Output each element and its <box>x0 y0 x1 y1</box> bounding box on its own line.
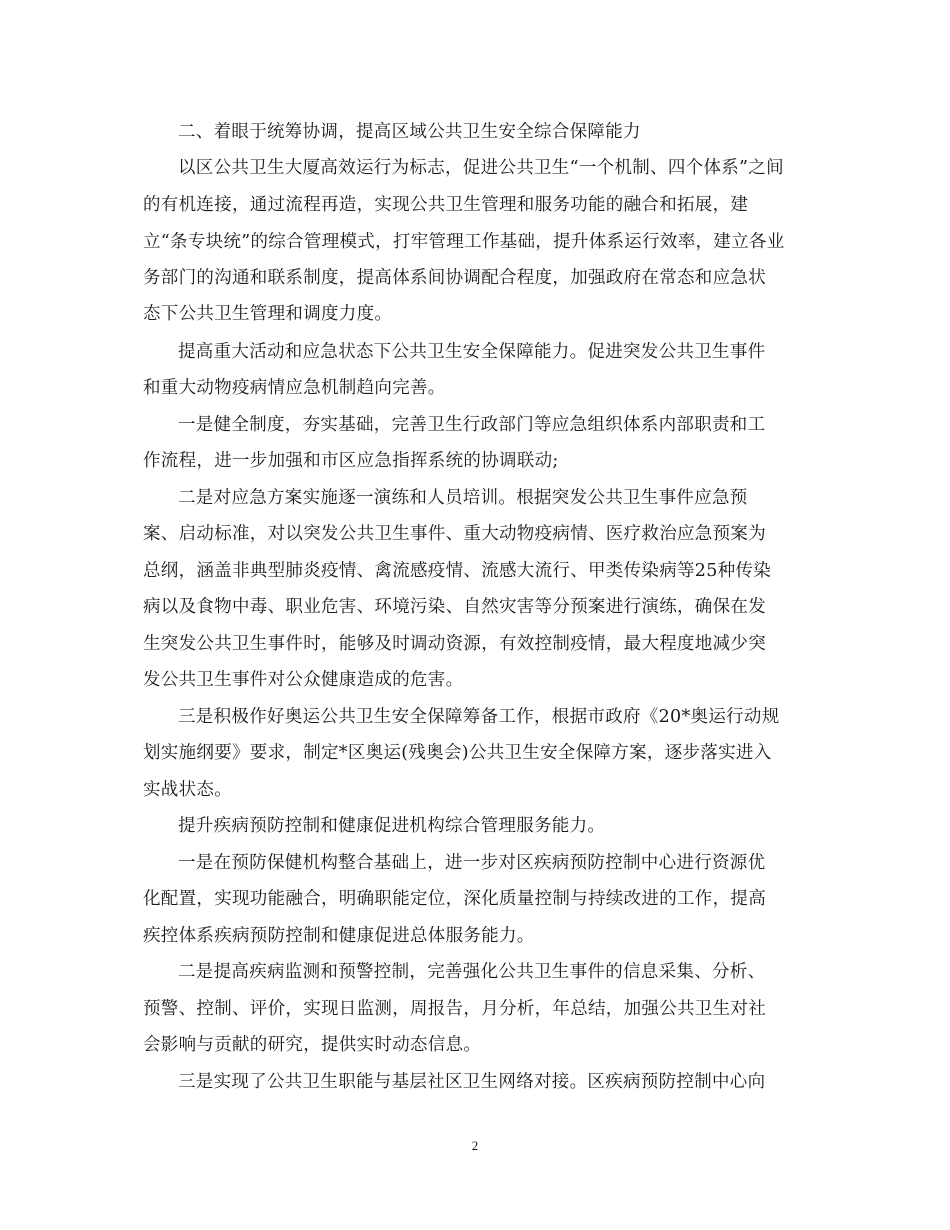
text-line: 以区公共卫生大厦高效运行为标志，促进公共卫生“一个机制、四个体系”之间 <box>178 158 784 178</box>
text-line: 病以及食物中毒、职业危害、环境污染、自然灾害等分预案进行演练，确保在发 <box>143 597 766 617</box>
text-line: 划实施纲要》要求，制定*区奥运(残奥会)公共卫生安全保障方案，逐步落实进入 <box>143 743 772 763</box>
text-line: 三是实现了公共卫生职能与基层社区卫生网络对接。区疾病预防控制中心向 <box>178 1072 766 1092</box>
text-line: 二是提高疾病监测和预警控制，完善强化公共卫生事件的信息采集、分析、 <box>178 962 766 982</box>
text-line: 态下公共卫生管理和调度力度。 <box>143 304 393 324</box>
text-line: 预警、控制、评价，实现日监测，周报告，月分析，年总结，加强公共卫生对社 <box>143 999 766 1019</box>
text-line: 二是对应急方案实施逐一演练和人员培训。根据突发公共卫生事件应急预 <box>178 488 748 508</box>
text-line: 会影响与贡献的研究，提供实时动态信息。 <box>143 1035 482 1055</box>
text-line: 提升疾病预防控制和健康促进机构综合管理服务能力。 <box>178 816 606 836</box>
text-line: 三是积极作好奥运公共卫生安全保障筹备工作，根据市政府《20*奥运行动规 <box>178 707 780 727</box>
text-line: 一是在预防保健机构整合基础上，进一步对区疾病预防控制中心进行资源优 <box>178 853 766 873</box>
text-line: 化配置，实现功能融合，明确职能定位，深化质量控制与持续改进的工作，提高 <box>143 889 766 909</box>
text-line: 和重大动物疫病情应急机制趋向完善。 <box>143 378 446 398</box>
page-number: 2 <box>471 1138 479 1153</box>
text-line: 立“条专块统”的综合管理模式，打牢管理工作基础，提升体系运行效率，建立各业 <box>143 232 785 252</box>
text-line: 务部门的沟通和联系制度，提高体系间协调配合程度，加强政府在常态和应急状 <box>143 268 766 288</box>
text-line: 生突发公共卫生事件时，能够及时调动资源，有效控制疫情，最大程度地减少突 <box>143 634 766 654</box>
text-line: 案、启动标准，对以突发公共卫生事件、重大动物疫病情、医疗救治应急预案为 <box>143 524 766 544</box>
text-line: 二、着眼于统筹协调，提高区域公共卫生安全综合保障能力 <box>178 122 641 142</box>
text-line: 一是健全制度，夯实基础，完善卫生行政部门等应急组织体系内部职责和工 <box>178 415 766 435</box>
text-line: 总纲，涵盖非典型肺炎疫情、禽流感疫情、流感大流行、甲类传染病等25种传染 <box>143 561 772 581</box>
text-line: 提高重大活动和应急状态下公共卫生安全保障能力。促进突发公共卫生事件 <box>178 342 766 362</box>
text-line: 发公共卫生事件对公众健康造成的危害。 <box>143 670 464 690</box>
text-line: 实战状态。 <box>143 780 232 800</box>
text-line: 疾控体系疾病预防控制和健康促进总体服务能力。 <box>143 926 535 946</box>
text-line: 作流程，进一步加强和市区应急指挥系统的协调联动; <box>143 451 559 471</box>
text-line: 的有机连接，通过流程再造，实现公共卫生管理和服务功能的融合和拓展，建 <box>143 195 749 215</box>
